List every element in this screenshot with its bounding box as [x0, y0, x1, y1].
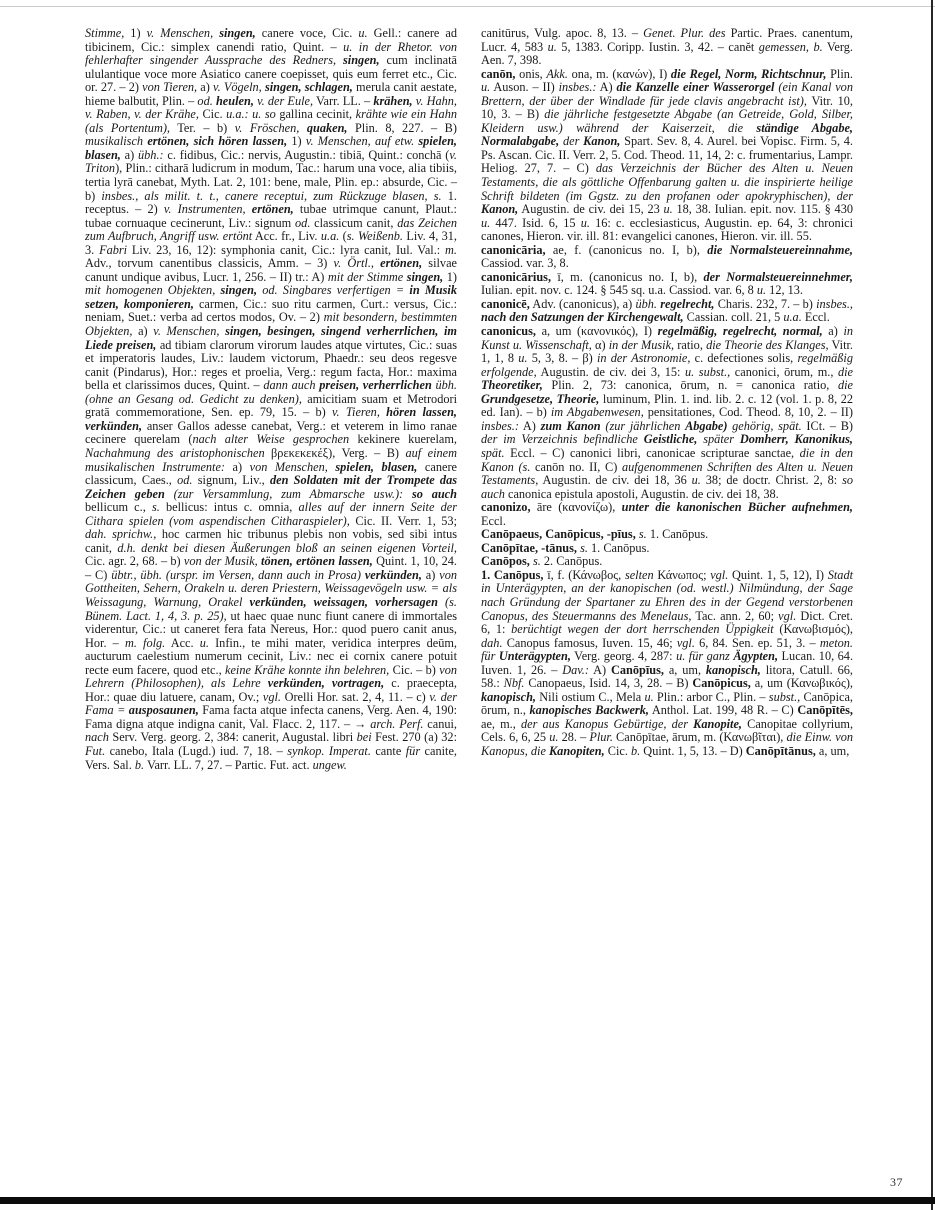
entry-paragraph: Stimme, 1) v. Menschen, singen, canere voce, Cic. u. Gell.: canere ad tibicinem, Cic.: simplex canendi ratio, Quint. – u. in der Rhetor. von fehlerhafter singender Aussprache des Redners, singen, cum inclinatā ululantique voce more Asiatico canere coepisset, quis eum ferret etc., Cic. or. 27. – 2) von Tieren, a) v. Vögeln, singen, schlagen, merula canit aestate, hieme balbutit, Plin. – od. heulen, v. der Eule, Varr. LL. – krähen, v. Hahn, v. Raben, v. der Krähe, Cic. u.a.: u. so gallina cecinit, krähte wie ein Hahn (als Portentum), Ter. – b) v. Fröschen, quaken, Plin. 8, 227. – B) musikalisch ertönen, sich hören lassen, 1) v. Menschen, auf etw. spielen, blasen, a) übh.: c. fidibus, Cic.: nervis, Augustin.: tibiā, Quint.: conchā (v. Triton), Plin.: citharā ludicrum in modum, Tac.: harum una voce, alia tibiis, tertia lyrā canebat, Myth. Lat. 2, 101: bene, male, Plin. ep.: absurde, Cic. – b) insbes., als milit. t. t., canere receptui, zum Rückzuge blasen, s. 1. receptus. – 2) v. Instrumenten, ertönen, tubae utrimque canunt, Plaut.: tubae cornuaque cecinerunt, Liv.: signum od. classicum canit, das Zeichen zum Aufbruch, Angriff usw. ertönt Acc. fr., Liv. u.a. (s. Weißenb. Liv. 4, 31, 3. Fabri Liv. 23, 16, 12): symphonia canit, Cic.: lyra canit, Iul. Val.: m. Adv., torvum canentibus classicis, Amm. – 3) v. Örtl., ertönen, silvae canunt undique avibus, Lucr. 1, 256. – II) tr.: A) mit der Stimme singen, 1) mit homogenen Objekten, singen, od. Singbares verfertigen = in Musik setzen, komponieren, carmen, Cic.: suo ritu carmen, Curt.: versus, Cic.: neniam, Suet.: verba ad certos modos, Ov. – 2) mit besondern, bestimmten Objekten, a) v. Menschen, singen, besingen, singend verherrlichen, im Liede preisen, ad tibiam clarorum virorum laudes atque virtutes, Cic.: suas et imperatoris laudes, Liv.: laudem victorum, Phaedr.: seu deos regesve canit (Pindarus), Hor.: reges et proelia, Verg.: regum facta, Hor.: maxima bella et clarissimos duces, Quint. – dann auch preisen, verherrlichen übh. (ohne an Gesang od. Gedicht zu denken), amicitiam suam et Metrodori gratā commemoratione, Sen. ep. 79, 15. – b) v. Tieren, hören lassen, verkünden, anser Gallos adesse canebat, Verg.: et veterem in limo ranae cecinere querelam (nach alter Weise gesprochen kekinere kuerelam, Nachahmung des aristophonischen βρεκεκεκέξ), Verg. – B) auf einem musikalischen Instrumente: a) von Menschen, spielen, blasen, canere classicum, Caes., od. signum, Liv., den Soldaten mit der Trompete das Zeichen geben (zur Versammlung, zum Abmarsche usw.): so auch bellicum c., s. bellicus: intus c. omnia, alles auf der innern Seite der Cithara spielen (vom aspendischen Citharaspieler), Cic. II. Verr. 1, 53; dah. sprichw., hoc carmen hic tribunus plebis non vobis, sed sibi intus canit, d.h. denkt bei diesen Äußerungen bloß an seinen eigenen Vorteil, Cic. agr. 2, 68. – b) von der Musik, tönen, ertönen lassen, Quint. 1, 10, 24. – C) übtr., übh. (urspr. im Versen, dann auch in Prosa) verkünden, a) von Gottheiten, Sehern, Orakeln u. deren Priestern, Weissagevögeln usw. = als Weissagung, Warnung, Orakel verkünden, weissagen, vorhersagen (s. Bünem. Lact. 1, 4, 3. p. 25), ut haec quae nunc fiunt canere di immortales viderentur, Cic.: ut caneret fera fata Nereus, Hor.: quod puero canit anus, Hor. – m. folg. Acc. u. Infin., te mihi mater, veridica interpres deūm, aucturum caelestium numerum cecinit, Liv.: nec ei cornix canere potuit recte eum facere, quod etc., keine Krähe konnte ihn belehren, Cic. – b) von Lehrern (Philosophen), als Lehre verkünden, vortragen, c. praecepta, Hor.: quae diu latuere, canam, Ov.; vgl. Orelli Hor. sat. 2, 4, 11. – c) v. der Fama = ausposaunen, Fama facta atque infecta canens, Verg. Aen. 4, 190: Fama digna atque indigna canit, Val. Flacc. 2, 117. – → arch. Perf. canui, nach Serv. Verg. georg. 2, 384: canerit, Augustal. libri bei Fest. 270 (a) 32: Fut. canebo, Itala (Lugd.) iud. 7, 18. – synkop. Imperat. cante für canite, Vers. Sal. b. Varr. LL. 7, 27. – Partic. Fut. act. ungew.: [85, 26, 458, 772]
entry-paragraph: canōn, onis, Akk. ona, m. (κανών), I) die Regel, Norm, Richtschnur, Plin. u. Auson. – II) insbes.: A) die Kanzelle einer Wasserorgel (ein Kanal von Brettern, der über der Windlade für jede clavis angebracht ist), Vitr. 10, 10, 3. – B) die jährliche festgesetzte Abgabe (an Getreide, Gold, Silber, Kleidern usw.) während der Kaiserzeit, die ständige Abgabe, Normalabgabe, der Kanon, Spart. Sev. 8, 4. Aurel. bei Vopisc. Firm. 5, 4. Ps. Ascan. Cic. II. Verr. 2, 5. Cod. Theod. 11, 14, 2: c. frumentarius, Lampr. Heliog. 27, 7. – C) das Verzeichnis der Bücher des Alten u. Neuen Testaments, die als göttliche Offenbarung galten u. die inspirierte heilige Schrift bildeten (im Ggstz. zu den profanen oder apokryphischen), der Kanon, Augustin. de civ. dei 15, 23 u. 18, 38. Iulian. epit. nov. 115. § 430 u. 447. Isid. 6, 15 u. 16: c. ecclesiasticus, Augustin. ep. 64, 3: chronici canones, Hieron. vir. ill. 81: evangelici canones, Hieron. vir. ill. 55.: [481, 66, 854, 244]
entry-paragraph: canonicē, Adv. (canonicus), a) übh. regelrecht, Charis. 232, 7. – b) insbes., nach den Satzungen der Kirchengewalt, Cassian. coll. 21, 5 u.a. Eccl.: [481, 296, 853, 325]
entry-paragraph: canonicārius, ī, m. (canonicus no. I, b), der Normalsteuereinnehmer, Iulian. epit. nov. c. 124. § 545 sq. u.a. Cassiod. var. 6, 8 u. 12, 13.: [481, 269, 853, 298]
scan-edge-right: [931, 0, 933, 1210]
column-right: [481, 27, 853, 772]
entry-paragraph: Canōpos, s. 2. Canōpus.: [481, 554, 603, 569]
text-columns: [85, 27, 853, 772]
entry-paragraph: canonicāria, ae, f. (canonicus no. I, b), die Normalsteuereinnahme, Cassiod. var. 3, 8.: [481, 242, 853, 271]
entry-paragraph: canitūrus, Vulg. apoc. 8, 13. – Genet. Plur. des Partic. Praes. canentum, Lucr. 4, 583 u. 5, 1383. Coripp. Iustin. 3, 42. – canĕt gemessen, b. Verg. Aen. 7, 398.: [481, 26, 853, 68]
entry-paragraph: Canōpaeus, Canōpicus, -pīus, s. 1. Canōpus.: [481, 527, 709, 542]
entry-paragraph: Canōpītae, -tānus, s. 1. Canōpus.: [481, 540, 650, 555]
scan-edge-top: [0, 6, 935, 7]
scan-edge-bottom: [0, 1197, 935, 1204]
column-left: [85, 27, 457, 772]
entry-paragraph: canonizo, āre (κανονίζω), unter die kanonischen Bücher aufnehmen, Eccl.: [481, 500, 853, 528]
page-number: 37: [890, 1175, 903, 1189]
entry-paragraph: 1. Canōpus, ī, f. (Κάνωβος, selten Κάνωπος; vgl. Quint. 1, 5, 12), I) Stadt in Unterägypten, an der kanopischen (od. westl.) Nilmündung, der Sage nach Gründung der Spartaner zu Ehren des in der Gegend verstorbenen Canopus, des Steuermanns des Menelaus, Tac. ann. 2, 60; vgl. Dict. Cret. 6, 1: berüchtigt wegen der dort herrschenden Üppigkeit (Κανωβισμός), dah. Canopus famosus, Iuven. 15, 46; vgl. 6, 84. Sen. ep. 51, 3. – meton. für Unterägypten, Verg. georg. 4, 287: u. für ganz Ägypten, Lucan. 10, 64. Iuven. 1, 26. – Dav.: A) Canōpīus, a, um, kanopisch, litora, Catull. 66, 58.: Nbf. Canopaeus, Isid. 14, 3, 28. – B) Canōpicus, a, um (Κανωβικός), kanopisch, Nili ostium C., Mela u. Plin.: arbor C., Plin. – subst., Canōpica, ōrum, n., kanopisches Backwerk, Anthol. Lat. 199, 48 R. – C) Canōpītēs, ae, m., der aus Kanopus Gebürtige, der Kanopite, Canopitae collyrium, Cels. 6, 6, 25 u. 28. – Plur. Canōpītae, ārum, m. (Κανωβῖται), die Einw. von Kanopus, die Kanopiten, Cic. b. Quint. 1, 5, 13. – D) Canōpītānus, a, um,: [481, 567, 854, 758]
entry-paragraph: canonicus, a, um (κανονικός), I) regelmäßig, regelrecht, normal, a) in Kunst u. Wissenschaft, α) in der Musik, ratio, die Theorie des Klanges, Vitr. 1, 1, 8 u. 5, 3, 8. – β) in der Astronomie, c. defectiones solis, regelmäßig erfolgende, Augustin. de civ. dei 3, 15: u. subst., canonici, ōrum, m., die Theoretiker, Plin. 2, 73: canonica, ōrum, n. = canonica ratio, die Grundgesetze, Theorie, luminum, Plin. 1. ind. lib. 2. c. 12 (vol. 1. p. 8, 22 ed. Ian). – b) im Abgabenwesen, pensitationes, Cod. Theod. 8, 10, 2. – II) insbes.: A) zum Kanon (zur jährlichen Abgabe) gehörig, spät. ICt. – B) der im Verzeichnis befindliche Geistliche, später Domherr, Kanonikus, spät. Eccl. – C) canonici libri, canonicae scripturae sanctae, die in den Kanon (s. canōn no. II, C) aufgenommenen Schriften des Alten u. Neuen Testaments, Augustin. de civ. dei 18, 36 u. 38; de doctr. Christ. 2, 8: so auch canonica epistula apostoli, Augustin. de civ. dei 18, 38.: [481, 324, 854, 501]
